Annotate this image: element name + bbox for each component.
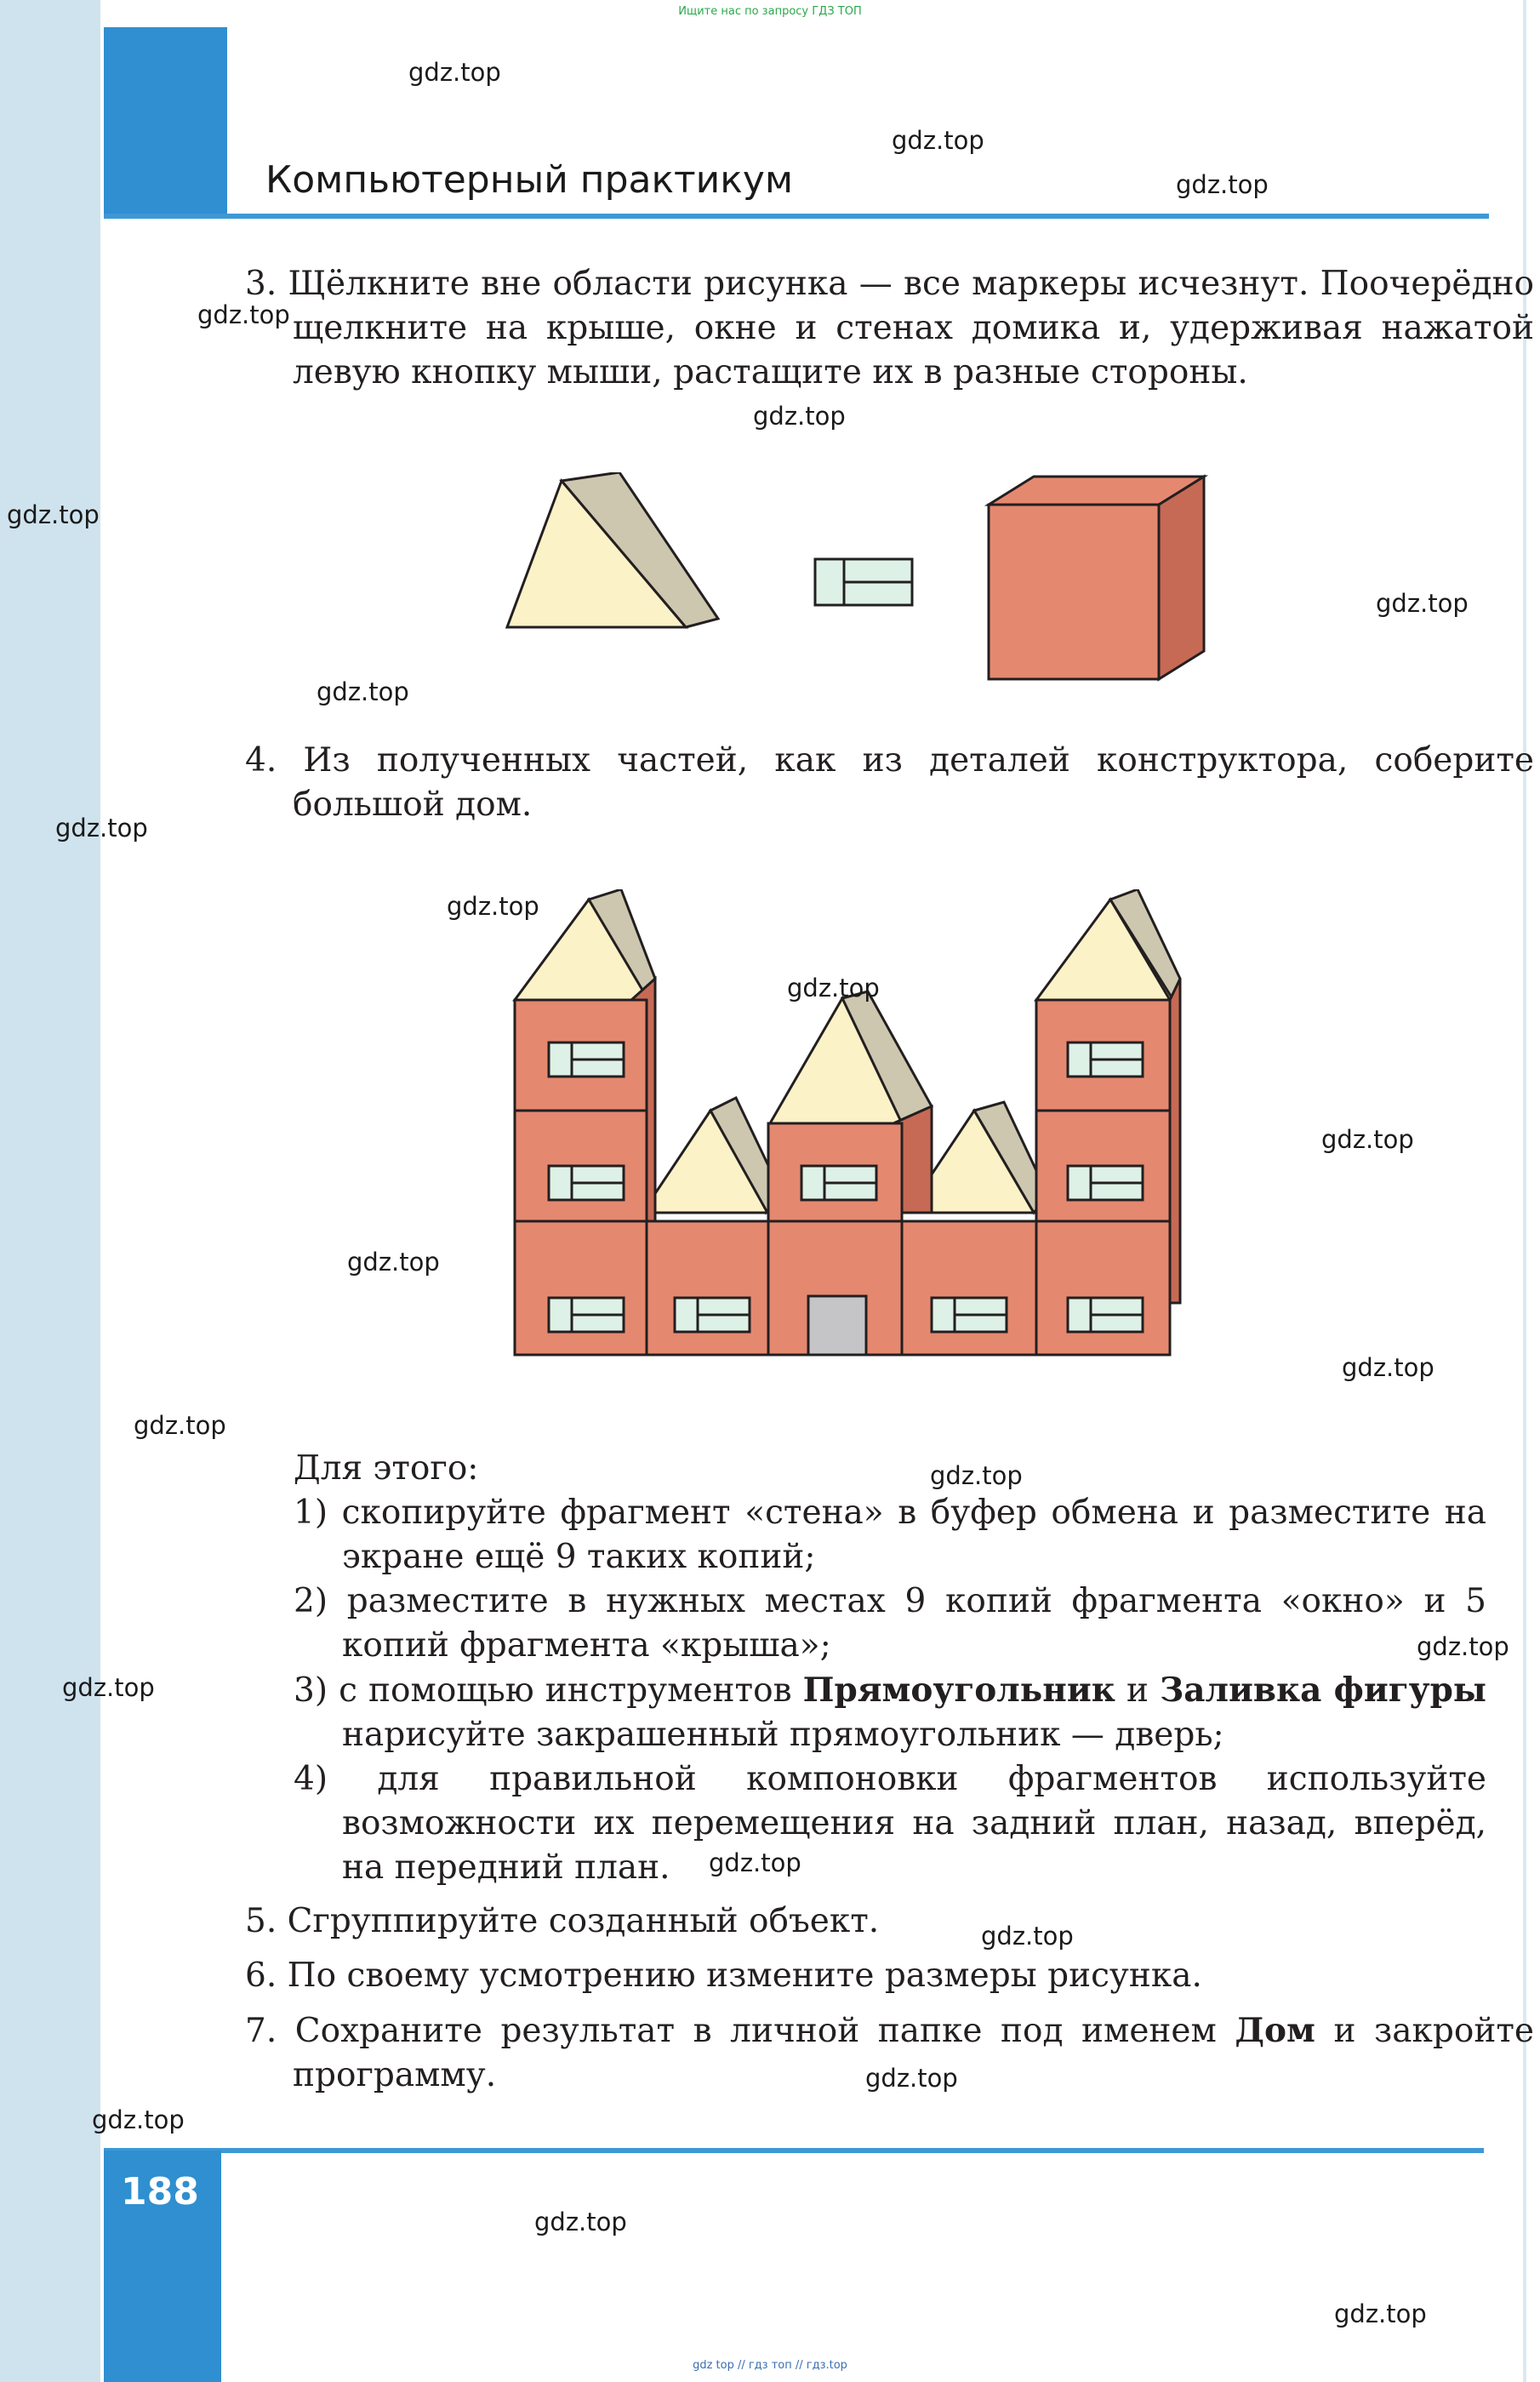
right-tower-roof: [1036, 889, 1180, 1000]
substep-2: 2) разместите в нужных местах 9 копий фрагмента «окно» и 5 копий фрагмента «крыша»;: [294, 1582, 1486, 1665]
watermark: gdz.top: [1417, 1632, 1509, 1661]
substep-1: 1) скопируйте фрагмент «стена» в буфер обмена и разместите на экране ещё 9 таких копий;: [294, 1494, 1486, 1576]
top-notice: Ищите нас по запросу ГДЗ ТОП: [678, 5, 862, 18]
substeps-list: [294, 1491, 1486, 1890]
big-house-figure: [502, 889, 1217, 1400]
for-this-label: Для этого:: [294, 1449, 479, 1488]
watermark: gdz.top: [197, 300, 290, 329]
watermark: gdz.top: [1342, 1353, 1434, 1382]
section-title: Компьютерный практикум: [265, 158, 794, 202]
watermark: gdz.top: [1321, 1125, 1414, 1154]
tool-shape-fill: Заливка фигуры: [1160, 1671, 1486, 1710]
substep-4: 4) для правильной компоновки фрагментов используйте возможности их перемещения на задний план, назад, вперёд, на передний план.: [294, 1760, 1486, 1887]
watermark: gdz.top: [865, 2064, 958, 2093]
substep-3-text-e: нарисуйте закрашенный прямоугольник — дверь;: [342, 1716, 1224, 1754]
watermark: gdz.top: [347, 1248, 440, 1277]
step-4: 4. Из полученных частей, как из деталей конструктора, соберите большой дом.: [245, 741, 1534, 824]
step-5: 5. Сгруппируйте созданный объект.: [245, 1902, 880, 1940]
step-7-text-b: и закройте программу.: [293, 2012, 1535, 2094]
page-number: 188: [121, 2170, 199, 2213]
step-7-text-a: 7. Сохраните результат в личной папке под именем: [245, 2012, 1235, 2050]
substep-3-text-c: и: [1115, 1671, 1161, 1710]
roof-part: [507, 472, 718, 627]
substep-3-text-a: 3) с помощью инструментов: [294, 1671, 803, 1710]
house-door: [808, 1296, 866, 1355]
watermark: gdz.top: [92, 2105, 185, 2134]
watermark: gdz.top: [7, 500, 100, 529]
watermark: gdz.top: [62, 1673, 155, 1702]
watermark: gdz.top: [787, 974, 880, 1002]
watermark: gdz.top: [408, 58, 501, 87]
center-roof: [770, 991, 932, 1123]
watermark: gdz.top: [892, 126, 984, 155]
watermark: gdz.top: [709, 1848, 801, 1877]
watermark: gdz.top: [134, 1411, 226, 1440]
left-margin-band: [0, 0, 100, 2382]
step-3: 3. Щёлкните вне области рисунка — все маркеры исчезнут. Поочерёдно щелкните на крыше, окне и стенах домика и, удерживая нажатой левую кнопку мыши, растащите их в разные стороны.: [245, 265, 1534, 391]
watermark: gdz.top: [753, 402, 846, 431]
substep-3: [294, 1668, 1486, 1757]
bottom-notice: gdz top // гдз топ // гдз.top: [693, 2359, 847, 2372]
separated-parts-figure: [502, 472, 1208, 689]
window-part: [815, 559, 912, 605]
footer-rule: [104, 2148, 1484, 2153]
header-rule: [104, 214, 1489, 219]
header-tab: [104, 27, 227, 214]
watermark: gdz.top: [1376, 589, 1469, 618]
file-name-dom: Дом: [1235, 2011, 1315, 2050]
watermark: gdz.top: [317, 677, 409, 706]
watermark: gdz.top: [981, 1922, 1074, 1951]
watermark: gdz.top: [930, 1461, 1023, 1490]
left-small-roof: [642, 1098, 783, 1213]
watermark: gdz.top: [55, 814, 148, 843]
wall-part: [989, 477, 1204, 679]
tool-rectangle: Прямоугольник: [802, 1671, 1115, 1710]
step-6: 6. По своему усмотрению измените размеры рисунка.: [245, 1956, 1202, 1995]
watermark: gdz.top: [1176, 170, 1269, 199]
watermark: gdz.top: [534, 2208, 627, 2236]
watermark: gdz.top: [447, 892, 539, 921]
watermark: gdz.top: [1334, 2299, 1427, 2328]
